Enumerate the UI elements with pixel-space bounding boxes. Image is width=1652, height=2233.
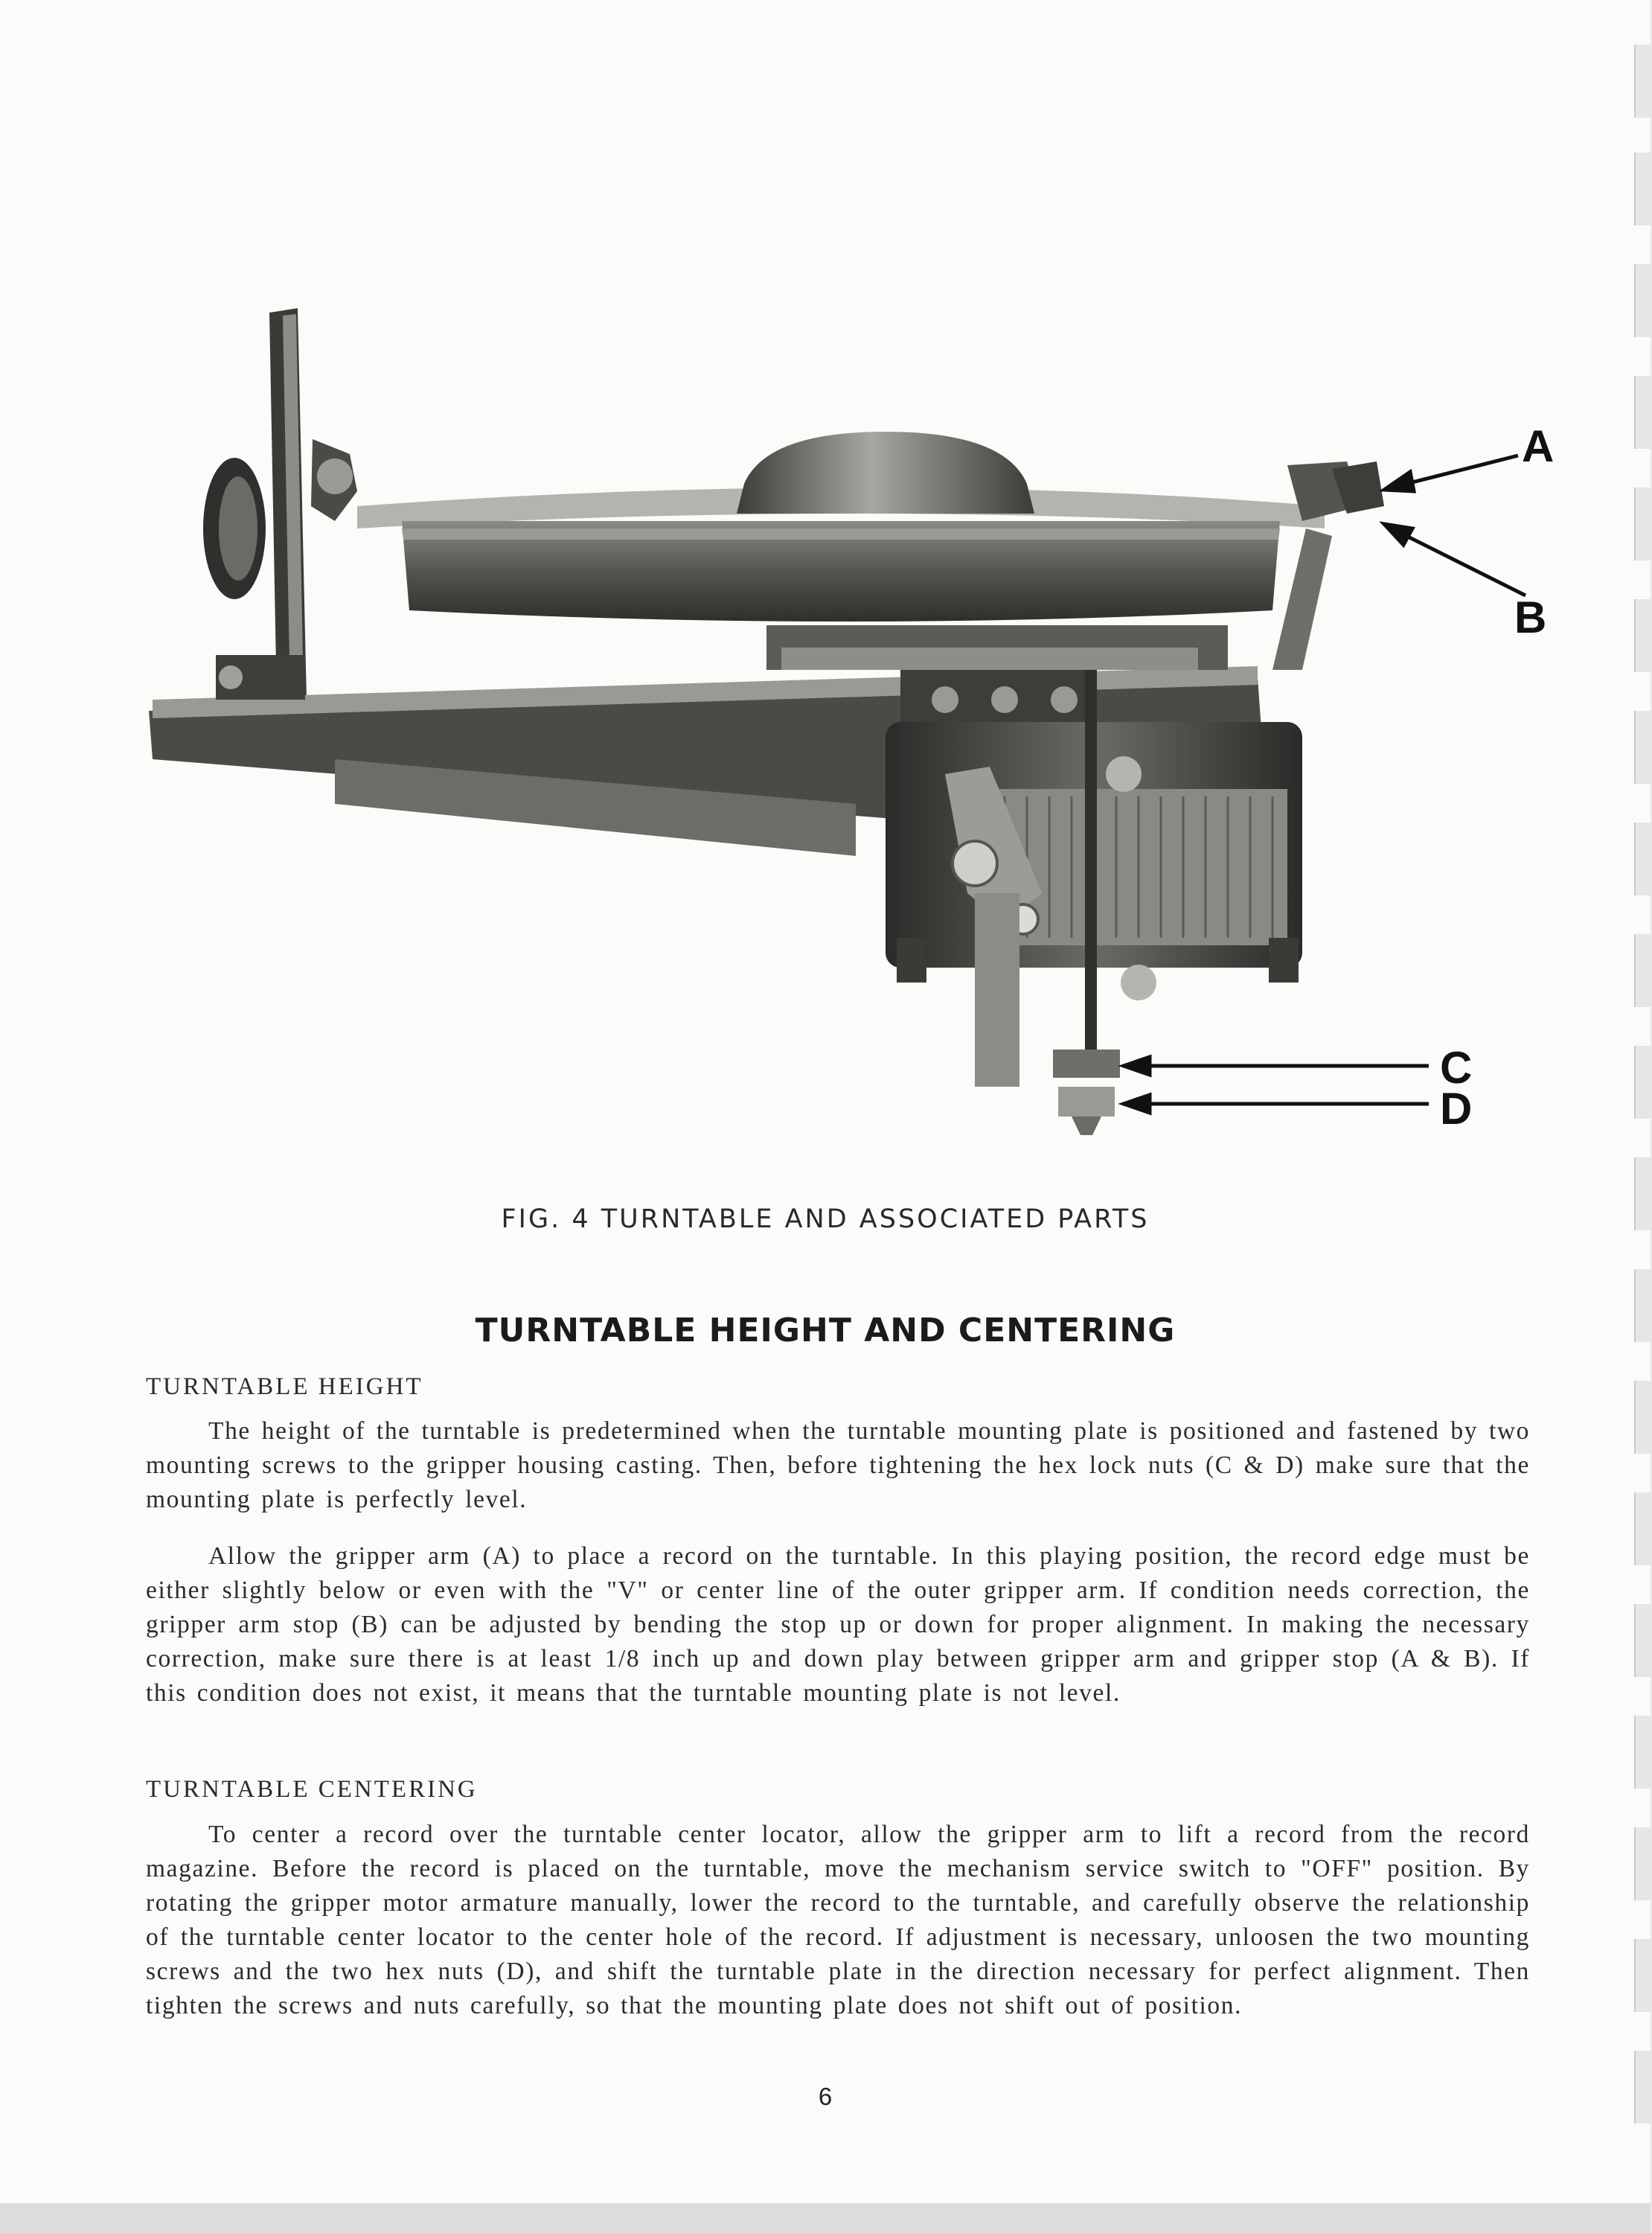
callout-label-a: A <box>1522 421 1555 471</box>
paragraph: To center a record over the turntable center locator, allow the gripper arm to lift a record from the record magazine. Before the record is placed on the turntable, move the mechanism service switch to "OFF" position. By rotating the gripper motor armature manually, lower the record to the turntable, and carefully observe the relationship of the turntable center locator to the center hole of the record. If adjustment is necessary, unloosen the two mounting screws and the two hex nuts (D), and shift the turntable plate in the direction necessary for perfect alignment. Then tighten the screws and nuts carefully, so that the mounting plate does not shift out of position. <box>146 1821 1530 2019</box>
callout-label-b: B <box>1514 592 1547 642</box>
gripper-arm <box>1272 461 1384 670</box>
binding-tab <box>1634 1716 1652 1789</box>
gripper-housing <box>203 308 357 704</box>
section-title: TURNTABLE HEIGHT AND CENTERING <box>475 1312 1176 1349</box>
paragraph: The height of the turntable is predetermined when the turntable mounting plate is positioned and fastened by two mounting screws to the gripper housing casting. Then, before tightening the hex lock nuts (C & D) make sure that the mounting plate is perfectly level. <box>146 1417 1530 1513</box>
binding-tab <box>1634 376 1652 449</box>
turntable-platter <box>357 432 1325 622</box>
turntable-figure <box>112 283 1555 1183</box>
callout-label-c: C <box>1440 1043 1473 1093</box>
scan-bottom-edge <box>0 2203 1651 2233</box>
binding-tab <box>1634 711 1652 784</box>
binding-tab <box>1634 1381 1652 1454</box>
hex-lock-nut-c <box>1053 1050 1120 1078</box>
binding-tab <box>1634 1046 1652 1119</box>
binding-tab <box>1634 264 1652 337</box>
page-number: 6 <box>818 2083 833 2110</box>
turntable-illustration <box>112 283 1555 1183</box>
binding-tab <box>1634 1939 1652 2012</box>
binding-tab <box>1634 153 1652 226</box>
binding-tab <box>1634 934 1652 1007</box>
binding-tab <box>1634 488 1652 560</box>
hex-lock-nut-d <box>1058 1087 1115 1116</box>
binding-tab <box>1634 822 1652 895</box>
binding-tab <box>1634 1827 1652 1900</box>
binding-tab <box>1634 599 1652 672</box>
figure-caption: FIG. 4 TURNTABLE AND ASSOCIATED PARTS <box>501 1204 1150 1234</box>
binding-tab <box>1634 45 1652 118</box>
subheading-turntable-centering: TURNTABLE CENTERING <box>146 1776 478 1803</box>
paragraph: Allow the gripper arm (A) to place a record on the turntable. In this playing position, the record edge must be either slightly below or even with the "V" or center line of the outer gripper arm. If condition needs correction, the gripper arm stop (B) can be adjusted by bending the stop up or down for proper alignment. In making the necessary correction, make sure there is at least 1/8 inch up and down play between gripper arm and gripper stop (A & B). If this condition does not exist, it means that the turntable mounting plate is not level. <box>146 1542 1530 1707</box>
subheading-turntable-height: TURNTABLE HEIGHT <box>146 1373 423 1400</box>
callout-label-d: D <box>1440 1084 1473 1134</box>
binding-tab <box>1634 1604 1652 1677</box>
binding-tab <box>1634 1492 1652 1565</box>
